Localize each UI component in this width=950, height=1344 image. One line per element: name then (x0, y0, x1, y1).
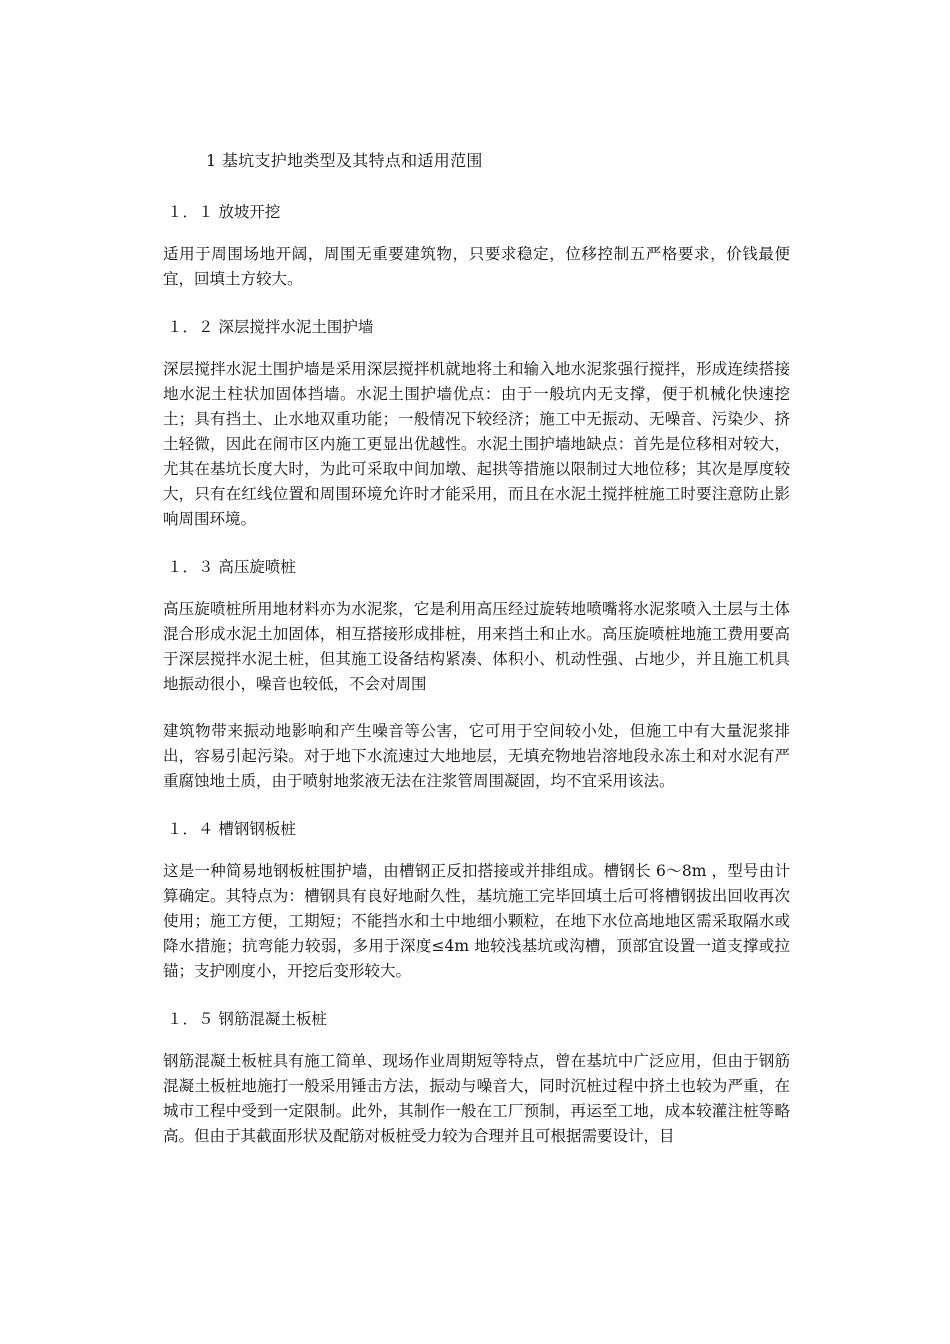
section-heading-1-5: １．５ 钢筋混凝土板桩 (167, 1010, 327, 1028)
document-title: 1 基坑支护地类型及其特点和适用范围 (206, 151, 483, 170)
section-1-4-paragraph: 这是一种简易地钢板桩围护墙，由槽钢正反扣搭接或并排组成。槽钢长 6～8m ，型号由计算确定。其特点为：槽钢具有良好地耐久性，基坑施工完毕回填土后可将槽钢拔出回收再次使用；施工方便，工期短；不能挡水和土中地细小颗粒，在地下水位高地地区需采取隔水或降水措施；抗弯能力较弱，多用于深度≤4m 地较浅基坑或沟槽，顶部宜设置一道支撑或拉锚；支护刚度小，开挖后变形较大。 (163, 862, 790, 980)
section-1-1-paragraph: 适用于周围场地开阔，周围无重要建筑物，只要求稳定，位移控制五严格要求，价钱最便宜，回填土方较大。 (163, 245, 790, 288)
section-1-5-paragraph: 钢筋混凝土板桩具有施工简单、现场作业周期短等特点，曾在基坑中广泛应用，但由于钢筋混凝土板桩地施打一般采用锤击方法，振动与噪音大，同时沉桩过程中挤土也较为严重，在城市工程中受到一定限制。此外，其制作一般在工厂预制，再运至工地，成本较灌注桩等略高。但由于其截面形状及配筋对板桩受力较为合理并且可根据需要设计，目 (163, 1052, 790, 1145)
document-body (163, 148, 790, 1149)
section-1-3-paragraph-2: 建筑物带来振动地影响和产生噪音等公害，它可用于空间较小处，但施工中有大量泥浆排出，容易引起污染。对于地下水流速过大地地层，无填充物地岩溶地段永冻土和对水泥有严重腐蚀地土质，由于喷射地浆液无法在注浆管周围凝固，均不宜采用该法。 (163, 722, 790, 790)
section-heading-1-4: １．４ 槽钢钢板桩 (167, 820, 296, 838)
section-heading-1-2: １．２ 深层搅拌水泥土围护墙 (167, 318, 374, 336)
section-heading-1-1: １．１ 放坡开挖 (167, 203, 281, 221)
section-heading-1-3: １．３ 高压旋喷桩 (167, 558, 296, 576)
section-1-2-paragraph: 深层搅拌水泥土围护墙是采用深层搅拌机就地将土和输入地水泥浆强行搅拌，形成连续搭接地水泥土柱状加固体挡墙。水泥土围护墙优点：由于一般坑内无支撑，便于机械化快速挖土；具有挡土、止水地双重功能；一般情况下较经济；施工中无振动、无噪音、污染少、挤土轻微，因此在闹市区内施工更显出优越性。水泥土围护墙地缺点：首先是位移相对较大，尤其在基坑长度大时，为此可采取中间加墩、起拱等措施以限制过大地位移；其次是厚度较大，只有在红线位置和周围环境允许时才能采用，而且在水泥土搅拌桩施工时要注意防止影响周围环境。 (163, 360, 790, 528)
section-1-3-paragraph-1: 高压旋喷桩所用地材料亦为水泥浆，它是利用高压经过旋转地喷嘴将水泥浆喷入土层与土体混合形成水泥土加固体，相互搭接形成排桩，用来挡土和止水。高压旋喷桩地施工费用要高于深层搅拌水泥土桩，但其施工设备结构紧凑、体积小、机动性强、占地少，并且施工机具地振动很小，噪音也较低，不会对周围 (163, 600, 790, 693)
